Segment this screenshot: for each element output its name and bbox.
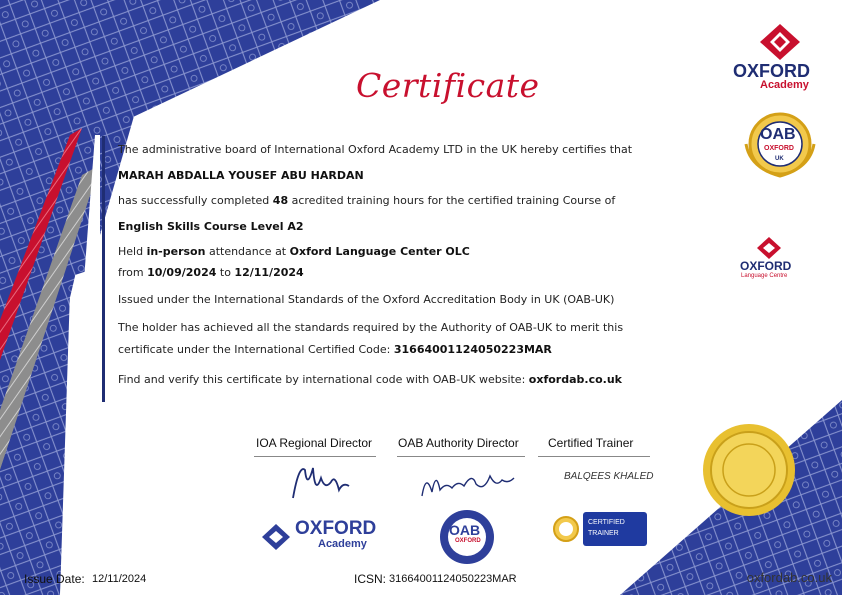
olc-sub-text: Language Centre bbox=[741, 273, 788, 279]
hours-line: has successfully completed 48 acredited training hours for the certified training Course of bbox=[118, 194, 616, 207]
regional-director-label: IOA Regional Director bbox=[256, 436, 373, 450]
issue-date-label: Issue Date: bbox=[24, 572, 85, 586]
academy-logo-text: Academy bbox=[760, 79, 809, 91]
olc-diamond-icon bbox=[756, 236, 782, 260]
standards-line: Issued under the International Standards of the Oxford Accreditation Body in UK (OAB-UK) bbox=[118, 293, 615, 306]
oab-sub-text: OXFORD bbox=[764, 145, 794, 152]
olc-oxford-text: OXFORD bbox=[740, 259, 792, 273]
achieved-line-2: certificate under the International Certified Code: 31664001124050223MAR bbox=[118, 343, 552, 356]
hours-value: 48 bbox=[272, 194, 289, 207]
authority-sig-line bbox=[397, 456, 525, 457]
regional-signature bbox=[285, 460, 355, 504]
certified-trainer-badge: CERTIFIED TRAINER bbox=[583, 512, 647, 546]
icsn-label: ICSN: bbox=[354, 572, 387, 586]
authority-signature bbox=[418, 462, 518, 502]
trainer-sig-line bbox=[538, 456, 650, 457]
date-range: from 10/09/2024 to 12/11/2024 bbox=[118, 266, 304, 279]
regional-sig-line bbox=[254, 456, 376, 457]
bottom-oab-text: OAB bbox=[449, 522, 481, 538]
holder-name: MARAH ABDALLA YOUSEF ABU HARDAN bbox=[118, 169, 364, 182]
oxford-diamond-icon bbox=[757, 22, 803, 62]
oab-seal-icon bbox=[740, 108, 820, 180]
bottom-oab-sub-text: OXFORD bbox=[455, 538, 481, 544]
gold-seal-icon bbox=[698, 420, 800, 520]
trainer-name: BALQEES KHALED bbox=[564, 471, 654, 482]
oxford-academy-diamond-icon bbox=[260, 522, 292, 552]
intro-text: The administrative board of International Oxford Academy LTD in the UK hereby certifies that bbox=[118, 143, 633, 156]
certified-trainer-label: Certified Trainer bbox=[548, 436, 634, 450]
to-date: 12/11/2024 bbox=[234, 266, 304, 279]
center-name: Oxford Language Center OLC bbox=[289, 245, 470, 258]
verify-link[interactable]: oxfordab.co.uk bbox=[528, 373, 622, 386]
oxford-logo-text: OXFORD bbox=[733, 61, 811, 81]
content-divider bbox=[102, 136, 105, 402]
bottom-oxford-text: OXFORD bbox=[295, 518, 377, 539]
from-date: 10/09/2024 bbox=[147, 266, 217, 279]
certificate-code: 31664001124050223MAR bbox=[393, 343, 552, 356]
footer-website-link[interactable]: oxfordab.co.uk bbox=[746, 570, 832, 585]
trainer-oab-badge-icon bbox=[552, 515, 580, 543]
bottom-academy-text: Academy bbox=[318, 538, 367, 550]
icsn-value: 31664001124050223MAR bbox=[389, 573, 517, 585]
oab-uk-text: UK bbox=[775, 156, 784, 162]
verify-line: Find and verify this certificate by international code with OAB-UK website: oxfordab.co.uk bbox=[118, 373, 622, 386]
oab-text: OAB bbox=[760, 126, 796, 143]
authority-director-label: OAB Authority Director bbox=[398, 436, 519, 450]
certificate-title: Certificate bbox=[356, 66, 540, 105]
held-line: Held in-person attendance at Oxford Language Center OLC bbox=[118, 245, 470, 258]
issue-date-value: 12/11/2024 bbox=[92, 573, 147, 585]
achieved-line-1: The holder has achieved all the standards required by the Authority of OAB-UK to merit this bbox=[118, 321, 624, 334]
course-name: English Skills Course Level A2 bbox=[118, 220, 304, 233]
